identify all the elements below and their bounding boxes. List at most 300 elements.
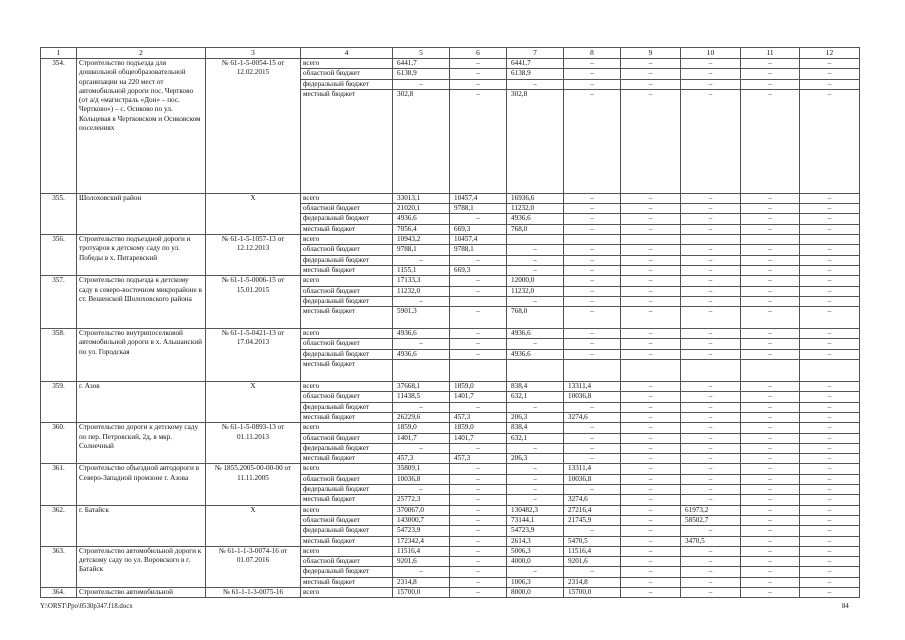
value-cell: 35809,1: [393, 464, 450, 474]
header-cell: 2: [77, 48, 206, 59]
value-cell: 302,8: [507, 89, 564, 193]
value-cell: –: [741, 89, 800, 193]
value-cell: –: [621, 536, 681, 546]
value-cell: 16936,6: [507, 193, 564, 203]
value-cell: 1859,0: [393, 423, 450, 433]
value-cell: –: [681, 485, 741, 495]
item-number: 359.: [41, 382, 77, 423]
value-cell: –: [681, 454, 741, 464]
value-cell: –: [621, 307, 681, 329]
header-cell: 10: [681, 48, 741, 59]
value-cell: –: [681, 402, 741, 412]
value-cell: –: [800, 536, 860, 546]
value-cell: 25772,3: [393, 495, 450, 505]
value-cell: [564, 235, 621, 245]
value-cell: –: [800, 557, 860, 567]
value-cell: –: [564, 443, 621, 453]
value-cell: [681, 235, 741, 245]
value-cell: –: [621, 224, 681, 234]
value-cell: –: [450, 402, 507, 412]
header-cell: 7: [507, 48, 564, 59]
funding-source: федеральный бюджет: [301, 296, 393, 306]
value-cell: –: [450, 443, 507, 453]
value-cell: [681, 360, 741, 382]
item-document: № 61-1-5-0054-15 от 12.02.2015: [206, 59, 301, 194]
value-cell: 54723,9: [507, 526, 564, 536]
value-cell: –: [800, 245, 860, 255]
header-cell: 11: [741, 48, 800, 59]
value-cell: 457,3: [450, 454, 507, 464]
item-document: № 61-1-5-0893-13 от 01.11.2013: [206, 423, 301, 464]
value-cell: –: [450, 567, 507, 577]
value-cell: –: [450, 349, 507, 359]
value-cell: –: [681, 443, 741, 453]
value-cell: 130482,3: [507, 505, 564, 515]
value-cell: 669,3: [450, 224, 507, 234]
value-cell: –: [450, 214, 507, 224]
value-cell: 8000,0: [507, 587, 564, 597]
value-cell: 838,4: [507, 423, 564, 433]
value-cell: –: [681, 214, 741, 224]
value-cell: –: [621, 485, 681, 495]
value-cell: –: [621, 567, 681, 577]
value-cell: –: [800, 495, 860, 505]
value-cell: –: [741, 402, 800, 412]
table-row: [41, 382, 860, 392]
funding-source: местный бюджет: [301, 307, 393, 329]
value-cell: –: [450, 255, 507, 265]
value-cell: –: [621, 505, 681, 515]
value-cell: 11232,0: [507, 286, 564, 296]
value-cell: –: [800, 443, 860, 453]
value-cell: [741, 360, 800, 382]
value-cell: –: [564, 255, 621, 265]
value-cell: –: [450, 495, 507, 505]
value-cell: 33013,1: [393, 193, 450, 203]
table-row: [41, 235, 860, 245]
value-cell: –: [741, 392, 800, 402]
item-document: № 1855.2005-00-00-00 от 11.11.2005: [206, 464, 301, 505]
value-cell: –: [681, 577, 741, 587]
value-cell: –: [450, 89, 507, 193]
value-cell: 10036,8: [564, 474, 621, 484]
value-cell: 5470,5: [564, 536, 621, 546]
item-document: № 61-1-5-0006-15 от 15.01.2015: [206, 276, 301, 329]
value-cell: –: [564, 276, 621, 286]
value-cell: –: [681, 587, 741, 597]
funding-source: всего: [301, 587, 393, 597]
item-number: 360.: [41, 423, 77, 464]
funding-source: федеральный бюджет: [301, 485, 393, 495]
value-cell: –: [621, 443, 681, 453]
value-cell: –: [681, 412, 741, 422]
value-cell: –: [450, 276, 507, 286]
funding-source: федеральный бюджет: [301, 214, 393, 224]
value-cell: –: [681, 495, 741, 505]
item-document: X: [206, 193, 301, 234]
value-cell: –: [621, 495, 681, 505]
value-cell: –: [564, 193, 621, 203]
value-cell: –: [741, 536, 800, 546]
value-cell: 1859,0: [450, 423, 507, 433]
value-cell: –: [800, 587, 860, 597]
value-cell: 9788,1: [450, 245, 507, 255]
value-cell: 7056,4: [393, 224, 450, 234]
value-cell: 1401,7: [450, 392, 507, 402]
value-cell: –: [741, 265, 800, 275]
item-number: 362.: [41, 505, 77, 546]
value-cell: –: [621, 245, 681, 255]
value-cell: –: [741, 286, 800, 296]
value-cell: 37668,1: [393, 382, 450, 392]
value-cell: 13311,4: [564, 382, 621, 392]
value-cell: 6441,7: [393, 59, 450, 69]
item-name: Шолоховский район: [77, 193, 206, 234]
value-cell: 1155,1: [393, 265, 450, 275]
funding-source: местный бюджет: [301, 495, 393, 505]
value-cell: 4936,6: [507, 329, 564, 339]
value-cell: –: [800, 382, 860, 392]
value-cell: –: [800, 412, 860, 422]
funding-source: федеральный бюджет: [301, 526, 393, 536]
footer-file-path: Y:\ORST\Ppo\0530p347.f18.docx: [40, 603, 133, 610]
value-cell: –: [741, 474, 800, 484]
value-cell: –: [800, 69, 860, 79]
item-number: 357.: [41, 276, 77, 329]
value-cell: 6138,9: [393, 69, 450, 79]
value-cell: 10457,4: [450, 193, 507, 203]
value-cell: –: [741, 557, 800, 567]
value-cell: 11232,0: [393, 286, 450, 296]
value-cell: –: [393, 485, 450, 495]
value-cell: –: [741, 79, 800, 89]
value-cell: –: [507, 79, 564, 89]
value-cell: –: [393, 443, 450, 453]
value-cell: –: [800, 79, 860, 89]
value-cell: –: [450, 515, 507, 525]
value-cell: –: [681, 349, 741, 359]
value-cell: –: [800, 286, 860, 296]
value-cell: –: [564, 349, 621, 359]
value-cell: 11516,4: [393, 546, 450, 556]
value-cell: –: [741, 433, 800, 443]
value-cell: –: [741, 296, 800, 306]
value-cell: –: [800, 59, 860, 69]
value-cell: –: [800, 193, 860, 203]
value-cell: –: [681, 423, 741, 433]
value-cell: –: [800, 265, 860, 275]
value-cell: 5901,3: [393, 307, 450, 329]
funding-source: областной бюджет: [301, 245, 393, 255]
item-document: № 61-1-1-3-0075-16: [206, 587, 301, 597]
table-row: [41, 329, 860, 339]
header-cell: 6: [450, 48, 507, 59]
value-cell: –: [450, 59, 507, 69]
value-cell: –: [450, 557, 507, 567]
footer-page-number: 84: [842, 603, 849, 610]
value-cell: –: [800, 89, 860, 193]
value-cell: 10457,4: [450, 235, 507, 245]
value-cell: –: [621, 286, 681, 296]
value-cell: 1401,7: [393, 433, 450, 443]
value-cell: –: [621, 546, 681, 556]
value-cell: –: [681, 59, 741, 69]
funding-source: всего: [301, 423, 393, 433]
value-cell: –: [741, 382, 800, 392]
funding-source: всего: [301, 276, 393, 286]
value-cell: 10943,2: [393, 235, 450, 245]
item-name: г. Азов: [77, 382, 206, 423]
value-cell: –: [681, 464, 741, 474]
value-cell: 17133,3: [393, 276, 450, 286]
value-cell: –: [450, 339, 507, 349]
item-name: Строительство автомобильной: [77, 587, 206, 597]
budget-table: [40, 47, 860, 598]
value-cell: –: [800, 423, 860, 433]
value-cell: –: [450, 536, 507, 546]
header-cell: 1: [41, 48, 77, 59]
value-cell: –: [564, 526, 621, 536]
value-cell: –: [564, 485, 621, 495]
value-cell: [507, 360, 564, 382]
value-cell: 172342,4: [393, 536, 450, 546]
funding-source: всего: [301, 505, 393, 515]
value-cell: –: [681, 433, 741, 443]
value-cell: –: [450, 505, 507, 515]
value-cell: –: [800, 526, 860, 536]
table-row: [41, 193, 860, 203]
value-cell: –: [681, 474, 741, 484]
value-cell: –: [741, 443, 800, 453]
value-cell: 4936,6: [507, 349, 564, 359]
value-cell: 632,1: [507, 433, 564, 443]
value-cell: 21745,9: [564, 515, 621, 525]
value-cell: –: [681, 329, 741, 339]
item-document: X: [206, 505, 301, 546]
value-cell: –: [393, 296, 450, 306]
value-cell: 10036,8: [564, 392, 621, 402]
value-cell: 768,0: [507, 307, 564, 329]
header-cell: 3: [206, 48, 301, 59]
value-cell: –: [800, 392, 860, 402]
value-cell: 370067,0: [393, 505, 450, 515]
funding-source: областной бюджет: [301, 286, 393, 296]
value-cell: –: [450, 329, 507, 339]
value-cell: –: [741, 526, 800, 536]
item-name: г. Батайск: [77, 505, 206, 546]
value-cell: –: [800, 567, 860, 577]
value-cell: –: [450, 307, 507, 329]
value-cell: 73144,1: [507, 515, 564, 525]
value-cell: 27216,4: [564, 505, 621, 515]
funding-source: областной бюджет: [301, 557, 393, 567]
value-cell: –: [621, 79, 681, 89]
value-cell: –: [507, 402, 564, 412]
value-cell: 54723,9: [393, 526, 450, 536]
value-cell: –: [681, 193, 741, 203]
funding-source: местный бюджет: [301, 89, 393, 193]
item-name: Строительство объездной автодороги в Северо-Западной промзоне г. Азова: [77, 464, 206, 505]
value-cell: 12000,0: [507, 276, 564, 286]
value-cell: –: [800, 349, 860, 359]
value-cell: –: [621, 474, 681, 484]
funding-source: местный бюджет: [301, 454, 393, 464]
value-cell: 457,3: [393, 454, 450, 464]
value-cell: –: [393, 255, 450, 265]
value-cell: 4936,6: [393, 214, 450, 224]
value-cell: –: [393, 339, 450, 349]
value-cell: –: [450, 577, 507, 587]
value-cell: –: [507, 485, 564, 495]
value-cell: –: [800, 296, 860, 306]
value-cell: –: [741, 577, 800, 587]
value-cell: –: [450, 485, 507, 495]
header-cell: 5: [393, 48, 450, 59]
value-cell: –: [621, 557, 681, 567]
value-cell: –: [564, 423, 621, 433]
value-cell: –: [621, 454, 681, 464]
value-cell: 143000,7: [393, 515, 450, 525]
value-cell: –: [800, 464, 860, 474]
header-cell: 4: [301, 48, 393, 59]
value-cell: –: [741, 339, 800, 349]
value-cell: 2314,8: [393, 577, 450, 587]
value-cell: –: [621, 577, 681, 587]
value-cell: –: [564, 329, 621, 339]
value-cell: –: [621, 402, 681, 412]
value-cell: 206,3: [507, 454, 564, 464]
value-cell: –: [564, 79, 621, 89]
item-name: Строительство автомобильной дороги к детскому саду по ул. Воровского в г. Батайск: [77, 546, 206, 587]
item-number: 356.: [41, 235, 77, 276]
header-row: [41, 48, 860, 59]
funding-source: областной бюджет: [301, 515, 393, 525]
value-cell: [621, 235, 681, 245]
value-cell: –: [507, 567, 564, 577]
value-cell: 6441,7: [507, 59, 564, 69]
value-cell: –: [681, 382, 741, 392]
value-cell: –: [741, 193, 800, 203]
item-document: № 61-1-5-0421-13 от 17.04.2013: [206, 329, 301, 382]
value-cell: –: [741, 245, 800, 255]
funding-source: всего: [301, 193, 393, 203]
value-cell: –: [800, 307, 860, 329]
value-cell: –: [621, 587, 681, 597]
value-cell: –: [564, 433, 621, 443]
value-cell: 2614,3: [507, 536, 564, 546]
value-cell: –: [741, 69, 800, 79]
value-cell: –: [621, 392, 681, 402]
value-cell: –: [741, 567, 800, 577]
value-cell: 4936,6: [393, 329, 450, 339]
value-cell: –: [800, 577, 860, 587]
value-cell: –: [621, 69, 681, 79]
value-cell: –: [621, 89, 681, 193]
table-row: [41, 423, 860, 433]
funding-source: областной бюджет: [301, 392, 393, 402]
value-cell: 11232,0: [507, 204, 564, 214]
value-cell: –: [393, 567, 450, 577]
value-cell: –: [507, 296, 564, 306]
value-cell: –: [621, 412, 681, 422]
value-cell: –: [681, 557, 741, 567]
value-cell: 9788,1: [393, 245, 450, 255]
item-name: Строительство подъезда к детскому саду в северо-восточном микрорайоне в ст. Вешенской Шолоховского района: [77, 276, 206, 329]
value-cell: –: [681, 89, 741, 193]
item-name: Строительство дороги к детскому саду по пер. Петровский, 2д, в мкр. Солнечный: [77, 423, 206, 464]
item-number: 361.: [41, 464, 77, 505]
funding-source: областной бюджет: [301, 474, 393, 484]
funding-source: федеральный бюджет: [301, 443, 393, 453]
funding-source: местный бюджет: [301, 224, 393, 234]
value-cell: 1859,0: [450, 382, 507, 392]
value-cell: 1401,7: [450, 433, 507, 443]
item-name: Строительство подъезда для дошкольной общеобразовательной организации на 220 мест от автомобильной дороги пос. Чертково (от а/д «магистраль «Дон» – пос. Чертково») – с. Осиково по ул. Кольцевая в Чертковском и Осиковском поселениях: [77, 59, 206, 194]
funding-source: федеральный бюджет: [301, 255, 393, 265]
value-cell: –: [507, 339, 564, 349]
value-cell: –: [450, 79, 507, 89]
value-cell: –: [621, 193, 681, 203]
value-cell: –: [681, 567, 741, 577]
value-cell: –: [741, 515, 800, 525]
value-cell: –: [564, 286, 621, 296]
value-cell: –: [507, 474, 564, 484]
value-cell: 3470,5: [681, 536, 741, 546]
value-cell: –: [741, 495, 800, 505]
value-cell: –: [681, 204, 741, 214]
value-cell: –: [621, 204, 681, 214]
funding-source: областной бюджет: [301, 433, 393, 443]
value-cell: [507, 235, 564, 245]
item-name: Строительство внутрипоселковой автомобильной дороги в х. Альшанский по ул. Городская: [77, 329, 206, 382]
value-cell: –: [681, 286, 741, 296]
value-cell: 58502,7: [681, 515, 741, 525]
item-document: № 61-1-5-1057-13 от 12.12.2013: [206, 235, 301, 276]
value-cell: –: [741, 307, 800, 329]
funding-source: местный бюджет: [301, 412, 393, 422]
value-cell: –: [741, 423, 800, 433]
value-cell: –: [450, 546, 507, 556]
value-cell: –: [621, 276, 681, 286]
value-cell: –: [800, 515, 860, 525]
value-cell: –: [741, 204, 800, 214]
funding-source: всего: [301, 329, 393, 339]
value-cell: –: [564, 307, 621, 329]
item-number: 355.: [41, 193, 77, 234]
item-document: № 61-1-1-3-0074-16 от 01.07.2016: [206, 546, 301, 587]
value-cell: –: [800, 224, 860, 234]
table-row: [41, 276, 860, 286]
value-cell: –: [450, 587, 507, 597]
value-cell: –: [450, 286, 507, 296]
value-cell: –: [800, 474, 860, 484]
value-cell: –: [741, 329, 800, 339]
value-cell: –: [741, 214, 800, 224]
value-cell: –: [681, 79, 741, 89]
value-cell: –: [621, 265, 681, 275]
value-cell: 11438,5: [393, 392, 450, 402]
table-row: [41, 546, 860, 556]
value-cell: –: [564, 296, 621, 306]
funding-source: местный бюджет: [301, 265, 393, 275]
value-cell: 3274,6: [564, 412, 621, 422]
value-cell: 10036,8: [393, 474, 450, 484]
value-cell: –: [621, 214, 681, 224]
value-cell: –: [681, 265, 741, 275]
funding-source: всего: [301, 464, 393, 474]
value-cell: 4936,6: [393, 349, 450, 359]
value-cell: –: [564, 265, 621, 275]
